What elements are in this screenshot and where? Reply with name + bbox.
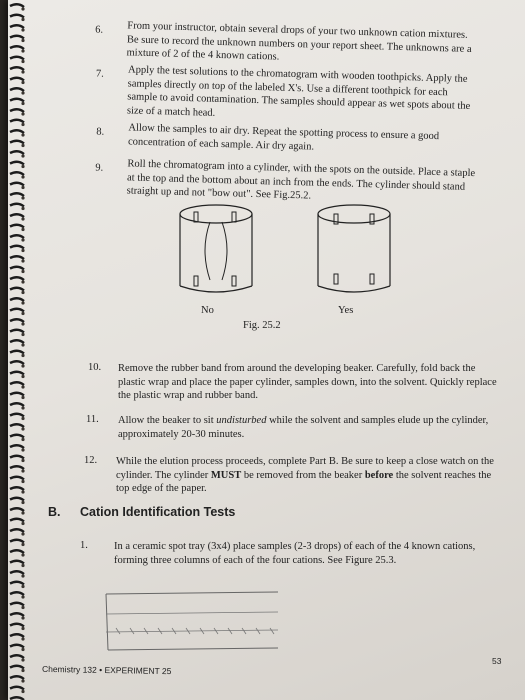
binding-hole	[21, 60, 24, 63]
step-12-strong-before: before	[364, 469, 394, 481]
spiral-coil	[10, 666, 24, 669]
spiral-coil	[10, 193, 24, 196]
step-9-text: Roll the chromatogram into a cylinder, with the spots on the outside. Place a staple at the top and the bottom about an inch from the ends. The cylinder should stand straight up and not "bow out". See Fig.25.2.	[126, 158, 476, 202]
binding-hole	[21, 196, 24, 199]
spiral-coil	[10, 78, 24, 81]
cylinder-bowed-no	[180, 205, 252, 292]
spiral-coil	[10, 445, 24, 448]
spiral-coil	[10, 529, 24, 532]
section-b-title: Cation Identification Tests	[80, 505, 236, 519]
step-12-text-mid: be removed from the beaker	[241, 469, 365, 481]
figure-25-2-drawing	[158, 198, 408, 306]
spiral-coil	[10, 498, 24, 501]
spiral-coil	[10, 4, 24, 7]
binding-hole	[21, 154, 24, 157]
spiral-coil	[10, 466, 24, 469]
step-11-text-after: while the solvent and samples elude up the cylinder, approximately 20-30 minutes.	[118, 415, 489, 440]
binding-hole	[21, 70, 24, 73]
spiral-coil	[10, 687, 24, 690]
spiral-coil	[10, 582, 24, 585]
binding-hole	[21, 648, 24, 651]
step-11-text	[118, 414, 502, 441]
binding-hole	[21, 238, 24, 241]
spiral-coil	[10, 246, 24, 249]
spiral-coil	[10, 634, 24, 637]
step-12-text	[116, 455, 502, 496]
binding-hole	[21, 102, 24, 105]
footer-page-number: 53	[492, 656, 502, 666]
binding-hole	[21, 333, 24, 336]
spiral-coil	[10, 487, 24, 490]
spiral-coil	[10, 214, 24, 217]
spiral-coil	[10, 225, 24, 228]
binding-hole	[21, 385, 24, 388]
spiral-coil	[10, 57, 24, 60]
binding-hole	[21, 259, 24, 262]
spiral-coil	[10, 183, 24, 186]
binding-hole	[21, 165, 24, 168]
spiral-coil	[10, 204, 24, 207]
binding-hole	[21, 39, 24, 42]
binding-hole	[21, 417, 24, 420]
step-6-number: 6.	[95, 24, 104, 36]
spiral-coil	[10, 256, 24, 259]
spiral-coil	[10, 330, 24, 333]
tray-mark	[116, 628, 120, 634]
binding-hole	[21, 616, 24, 619]
spiral-coil	[10, 351, 24, 354]
binding-hole	[21, 217, 24, 220]
spiral-coil	[10, 109, 24, 112]
spot-tray-drawing-partial	[96, 590, 286, 656]
tray-mark	[256, 628, 260, 634]
spiral-coil	[10, 414, 24, 417]
spiral-coil	[10, 550, 24, 553]
figure-label-yes: Yes	[338, 305, 354, 316]
binding-hole	[21, 28, 24, 31]
spiral-coil	[10, 361, 24, 364]
spiral-coil	[10, 151, 24, 154]
step-10-text: Remove the rubber band from around the developing beaker. Carefully, fold back the plastic wrap and place the paper cylinder, samples down, into the solvent. Quickly replace the plastic wrap and rubber band.	[118, 363, 497, 401]
spiral-coil	[10, 561, 24, 564]
spiral-coil	[10, 46, 24, 49]
footer-course-label: Chemistry 132 • EXPERIMENT 25	[41, 663, 172, 677]
spiral-coil	[10, 319, 24, 322]
spiral-coil	[10, 99, 24, 102]
binding-hole	[21, 186, 24, 189]
spiral-coil	[10, 25, 24, 28]
spiral-coil	[10, 624, 24, 627]
upper-steps	[8, 0, 525, 202]
lab-manual-page	[8, 0, 525, 700]
spiral-coil	[10, 67, 24, 70]
binding-hole	[21, 553, 24, 556]
spiral-coil	[10, 267, 24, 270]
binding-hole	[21, 81, 24, 84]
spiral-coil	[10, 540, 24, 543]
binding-hole	[21, 532, 24, 535]
tray-mark	[242, 628, 246, 634]
step-8-text: Allow the samples to air dry. Repeat the spotting process to ensure a good concentration of each sample. Air dry again.	[127, 122, 440, 153]
step-12-text-before: While the elution process proceeds, complete Part B. Be sure to keep a close watch on the cylinder. The cylinder	[116, 456, 494, 481]
spiral-coil	[10, 676, 24, 679]
binding-hole	[21, 322, 24, 325]
spiral-coil	[10, 162, 24, 165]
binding-hole	[21, 679, 24, 682]
spiral-coil	[10, 393, 24, 396]
tray-mark	[228, 628, 232, 634]
step-12-number: 12.	[84, 455, 98, 466]
binding-hole	[21, 144, 24, 147]
spiral-coil	[10, 120, 24, 123]
binding-hole	[21, 312, 24, 315]
binding-hole	[21, 301, 24, 304]
binding-hole	[21, 49, 24, 52]
step-10-number: 10.	[88, 362, 102, 373]
section-b-step-1-number: 1.	[80, 540, 88, 551]
binding-hole	[21, 480, 24, 483]
figure-label-no: No	[201, 305, 214, 316]
binding-hole	[21, 595, 24, 598]
step-12-strong-must: MUST	[210, 469, 242, 481]
spiral-coil	[10, 424, 24, 427]
tray-mark	[130, 628, 134, 634]
spiral-coil	[10, 288, 24, 291]
binding-hole	[21, 427, 24, 430]
spiral-coil	[10, 235, 24, 238]
spiral-coil	[10, 141, 24, 144]
binding-hole	[21, 438, 24, 441]
spiral-coil	[10, 603, 24, 606]
binding-hole	[21, 606, 24, 609]
step-11-number: 11.	[86, 414, 99, 425]
binding-hole	[21, 543, 24, 546]
binding-hole	[21, 354, 24, 357]
section-b-letter: B.	[48, 505, 61, 519]
binding-hole	[21, 270, 24, 273]
step-8-number: 8.	[96, 126, 105, 138]
cylinder-straight-yes	[318, 205, 390, 292]
binding-hole	[21, 490, 24, 493]
binding-hole	[21, 123, 24, 126]
binding-hole	[21, 501, 24, 504]
binding-hole	[21, 459, 24, 462]
spiral-coil	[10, 298, 24, 301]
spiral-coil	[10, 277, 24, 280]
section-b-step-1-text: In a ceramic spot tray (3x4) place samples (2-3 drops) of each of the 4 known cations, forming three columns of each of the four cations. See Figure 25.3.	[114, 541, 476, 566]
binding-hole	[21, 7, 24, 10]
spiral-coil	[10, 645, 24, 648]
binding-hole	[21, 207, 24, 210]
binding-hole	[21, 280, 24, 283]
spiral-coil	[10, 15, 24, 18]
binding-hole	[21, 133, 24, 136]
binding-hole	[21, 669, 24, 672]
binding-hole	[21, 396, 24, 399]
spiral-coil	[10, 36, 24, 39]
binding-hole	[21, 18, 24, 21]
binding-hole	[21, 511, 24, 514]
step-9-number: 9.	[95, 162, 104, 174]
spiral-coil	[10, 130, 24, 133]
binding-hole	[21, 690, 24, 693]
spiral-coil	[10, 88, 24, 91]
binding-hole	[21, 375, 24, 378]
spiral-coil	[10, 172, 24, 175]
binding-hole	[21, 469, 24, 472]
spiral-coil	[10, 340, 24, 343]
spiral-coil	[10, 592, 24, 595]
step-12-text-after: the solvent reaches the top edge of the paper.	[116, 469, 492, 494]
binding-hole	[21, 637, 24, 640]
binding-hole	[21, 291, 24, 294]
binding-hole	[21, 658, 24, 661]
spiral-coil	[10, 613, 24, 616]
step-11-emphasis: undisturbed	[216, 415, 267, 426]
binding-hole	[21, 585, 24, 588]
binding-hole	[21, 448, 24, 451]
figure-caption: Fig. 25.2	[243, 320, 281, 331]
step-11-text-before: Allow the beaker to sit	[118, 415, 217, 426]
binding-hole	[21, 228, 24, 231]
binding-hole	[21, 343, 24, 346]
spiral-coil	[10, 309, 24, 312]
binding-hole	[21, 574, 24, 577]
spiral-coil	[10, 571, 24, 574]
binding-hole	[21, 406, 24, 409]
spiral-coil	[10, 372, 24, 375]
binding-hole	[21, 91, 24, 94]
binding-hole	[21, 364, 24, 367]
binding-hole	[21, 175, 24, 178]
spiral-binding	[8, 0, 28, 700]
binding-hole	[21, 249, 24, 252]
spiral-coil	[10, 477, 24, 480]
tray-mark	[144, 628, 148, 634]
spiral-coil	[10, 456, 24, 459]
step-7-number: 7.	[95, 68, 104, 80]
binding-hole	[21, 522, 24, 525]
spiral-coil	[10, 403, 24, 406]
step-6-text: From your instructor, obtain several drops of your two unknown cation mixtures. Be sure to record the unknown numbers on your report sheet. The unknowns are a mixture of 2 of the 4 known cations.	[126, 20, 472, 63]
spiral-coil	[10, 435, 24, 438]
step-7-text: Apply the test solutions to the chromatogram with wooden toothpicks. Apply the samples directly on top of the labeled X's. Use a different toothpick for each sample to avoid contamination. The samples should appear as wet spots about the size of a match head.	[126, 64, 471, 119]
binding-hole	[21, 564, 24, 567]
binding-hole	[21, 112, 24, 115]
tray-mark	[270, 628, 274, 634]
spiral-coil	[10, 655, 24, 658]
binding-hole	[21, 627, 24, 630]
spiral-coil	[10, 382, 24, 385]
spiral-coil	[10, 508, 24, 511]
spiral-coil	[10, 519, 24, 522]
